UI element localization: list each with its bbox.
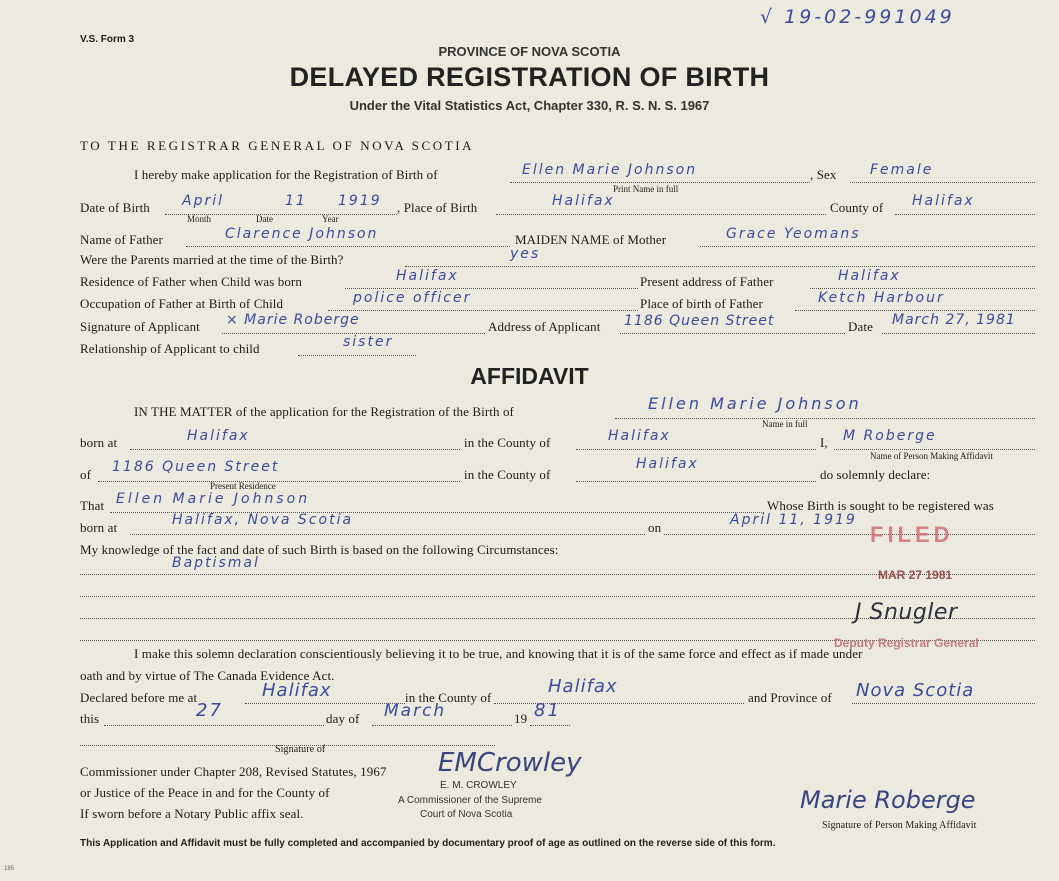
solemn-declaration-line-2: oath and by virtue of The Canada Evidence Act.: [80, 668, 335, 683]
signature-label: Signature of Applicant: [80, 319, 200, 334]
father-birthplace-value: Ketch Harbour: [818, 290, 945, 306]
county-label: County of: [830, 200, 884, 215]
file-number: √ 19-02-991049: [760, 6, 955, 28]
relationship-label: Relationship of Applicant to child: [80, 341, 260, 356]
year-prefix: 19: [514, 711, 528, 726]
date-hint: Date: [256, 214, 273, 224]
born-at-label: born at: [80, 435, 118, 450]
print-name-hint: Print Name in full: [613, 184, 679, 194]
residence-hint: Present Residence: [210, 481, 276, 491]
province-label: and Province of: [748, 690, 832, 705]
county-value-3: Halifax: [636, 456, 699, 472]
declare-label: do solemnly declare:: [820, 467, 931, 482]
justice-label: or Justice of the Peace in and for the County of: [80, 785, 330, 800]
footer-note: This Application and Affidavit must be fully completed and accompanied by documentary proof of age as outlined on the reverse side of this form.: [80, 838, 776, 849]
month-hint: Month: [187, 214, 212, 224]
mother-label: MAIDEN NAME of Mother: [515, 232, 667, 247]
margin-code: 185: [4, 866, 15, 872]
born-at-value-2: Halifax, Nova Scotia: [172, 512, 354, 528]
county-value-2: Halifax: [608, 428, 671, 444]
day-value: 27: [196, 700, 223, 721]
matter-label: IN THE MATTER of the application for the Registration of the Birth of: [134, 404, 514, 419]
father-label: Name of Father: [80, 232, 163, 247]
place-label: , Place of Birth: [397, 200, 478, 215]
year-suffix: 81: [534, 700, 561, 721]
date-label: Date: [848, 319, 873, 334]
commissioner-stamp-line-2: Court of Nova Scotia: [420, 809, 513, 820]
father-present-value: Halifax: [838, 268, 901, 284]
this-label: this: [80, 711, 100, 726]
dob-year: 1919: [338, 193, 382, 209]
intro-label: I hereby make application for the Registration of Birth of: [134, 167, 438, 182]
deputy-registrar-title: Deputy Registrar General: [834, 636, 979, 650]
i-label: I,: [820, 435, 828, 450]
name-in-full-hint: Name in full: [762, 419, 808, 429]
affidavit-heading: AFFIDAVIT: [470, 363, 589, 389]
applicant-signature: × Marie Roberge: [226, 312, 360, 328]
declared-at-value: Halifax: [262, 680, 332, 701]
year-hint: Year: [322, 214, 339, 224]
filed-stamp: FILED: [870, 522, 954, 547]
sex-label: , Sex: [810, 167, 837, 182]
knowledge-label: My knowledge of the fact and date of such Birth is based on the following Circumstances:: [80, 542, 559, 557]
father-present-label: Present address of Father: [640, 274, 774, 289]
address-label: Address of Applicant: [488, 319, 601, 334]
county-label-3: in the County of: [464, 467, 551, 482]
born-at-value: Halifax: [187, 428, 250, 444]
commissioner-label: Commissioner under Chapter 208, Revised Statutes, 1967: [80, 764, 387, 779]
of-label: of: [80, 467, 92, 482]
father-residence-label: Residence of Father when Child was born: [80, 274, 302, 289]
page-title: DELAYED REGISTRATION OF BIRTH: [289, 62, 770, 92]
county-value: Halifax: [912, 193, 975, 209]
date-value: March 27, 1981: [892, 312, 1016, 328]
address-value: 1186 Queen Street: [624, 313, 775, 329]
circumstance-value: Baptismal: [172, 555, 260, 571]
province-value: Nova Scotia: [856, 680, 975, 701]
on-label: on: [648, 520, 662, 535]
dob-label: Date of Birth: [80, 200, 150, 215]
solemn-declaration-line-1: I make this solemn declaration conscientiously believing it to be true, and knowing that it is of the same force and effect as if made under: [134, 646, 863, 661]
father-occupation-value: police officer: [353, 290, 472, 306]
filed-date-stamp: MAR 27 1981: [878, 568, 953, 582]
on-date: April 11, 1919: [730, 512, 857, 528]
county-value-4: Halifax: [548, 676, 618, 697]
commissioner-stamp-line-1: A Commissioner of the Supreme: [398, 795, 542, 806]
commissioner-stamp-name: E. M. CROWLEY: [440, 780, 517, 791]
father-value: Clarence Johnson: [225, 226, 379, 242]
relationship-value: sister: [343, 334, 394, 350]
registrar-signature: J Snugler: [855, 600, 958, 625]
dob-month: April: [182, 193, 224, 209]
mother-value: Grace Yeomans: [726, 226, 861, 242]
addressee-line: TO THE REGISTRAR GENERAL OF NOVA SCOTIA: [80, 138, 475, 153]
county-label-4: in the County of: [405, 690, 492, 705]
father-residence-value: Halifax: [396, 268, 459, 284]
father-birthplace-label: Place of birth of Father: [640, 296, 763, 311]
province-heading: PROVINCE OF NOVA SCOTIA: [438, 44, 621, 59]
page-subtitle: Under the Vital Statistics Act, Chapter 330, R. S. N. S. 1967: [349, 98, 710, 113]
declared-label: Declared before me at: [80, 690, 198, 705]
notary-label: If sworn before a Notary Public affix seal.: [80, 806, 304, 821]
whose-label: Whose Birth is sought to be registered was: [767, 498, 994, 513]
born-at-label-2: born at: [80, 520, 118, 535]
residence-value: 1186 Queen Street: [112, 459, 280, 475]
that-label: That: [80, 498, 105, 513]
that-name: Ellen Marie Johnson: [116, 491, 311, 507]
applicant-child-name: Ellen Marie Johnson: [522, 162, 698, 178]
dob-day: 11: [285, 193, 307, 209]
county-label-2: in the County of: [464, 435, 551, 450]
commissioner-signature: EMCrowley: [438, 748, 582, 778]
form-number: V.S. Form 3: [80, 34, 135, 45]
affiant-signature: Marie Roberge: [800, 786, 976, 814]
signature-of-label: Signature of: [275, 744, 326, 755]
place-value: Halifax: [552, 193, 615, 209]
affiant-name-hint: Name of Person Making Affidavit: [870, 451, 993, 461]
affidavit-child-name: Ellen Marie Johnson: [648, 394, 862, 413]
affiant-signature-hint: Signature of Person Making Affidavit: [822, 820, 977, 831]
affiant-name: M Roberge: [843, 428, 937, 444]
month-value: March: [384, 701, 447, 721]
married-value: yes: [510, 246, 541, 262]
father-occupation-label: Occupation of Father at Birth of Child: [80, 296, 284, 311]
sex-value: Female: [870, 162, 934, 178]
day-of-label: day of: [326, 711, 360, 726]
married-label: Were the Parents married at the time of the Birth?: [80, 252, 344, 267]
